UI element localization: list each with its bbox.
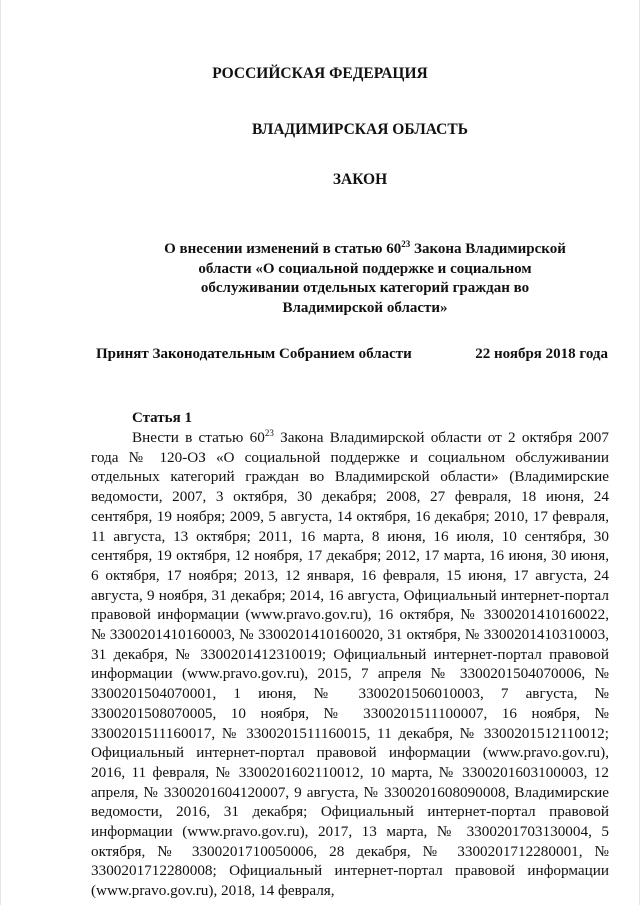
doc-type-heading: ЗАКОН [332, 171, 388, 188]
federation-heading: РОССИЙСКАЯ ФЕДЕРАЦИЯ [212, 65, 428, 82]
adoption-label: Принят Законодательным Собранием области [96, 346, 412, 362]
region-heading: ВЛАДИМИРСКАЯ ОБЛАСТЬ [252, 121, 468, 138]
article-1-superscript: 23 [264, 427, 274, 438]
article-1-text-post: Закона Владимирской области от 2 октября 2007 года № 120-ОЗ «О социальной поддержке и социальном обслуживании отдельных категорий граждан во Владимирской области» (Владимирские ведомости, 2007, 3 октября, 30 декабря; 2008, 27 февраля, 18 июня, 24 сентября, 19 ноября; 2009, 5 августа, 14 октября, 16 декабря; 2010, 17 февраля, 11 августа, 13 октября; 2011, 16 марта, 8 июня, 16 июля, 10 сентября, 30 сентября, 19 октября, 12 ноября, 17 декабря; 2012, 17 марта, 16 июня, 30 июня, 6 октября, 17 ноября; 2013, 12 января, 16 февраля, 15 июня, 17 августа, 24 августа, 9 ноября, 31 декабря; 2014, 16 августа, Официальный интернет-портал правовой информации (www.pravo.gov.ru), 16 октября, № 3300201410160022, № 3300201410160003, № 3300201410160020, 31 октября, № 3300201410310003, 31 декабря, № 3300201412310019; Официальный интернет-портал правовой информации (www.pravo.gov.ru), 2015, 7 апреля № 3300201504070006, № 3300201504070001, 1 июня, № 3300201506010003, 7 августа, № 3300201508070005, 10 ноября, № 3300201511100007, 16 ноября, № 3300201511160017, № 3300201511160015, 11 декабря, № 3300201512110012; Официальный интернет-портал правовой информации (www.pravo.gov.ru), 2016, 11 февраля, № 3300201602110012, 10 марта, № 3300201603100003, 12 апреля, № 3300201604120007, 9 августа, № 3300201608090008, Владимирские ведомости, 2016, 31 декабря; Официальный интернет-портал правовой информации (www.pravo.gov.ru), 2017, 13 марта, № 3300201703130004, 5 октября, № 3300201710050006, 28 декабря, № 3300201712280001, № 3300201712280008; Официальный интернет-портал правовой информации (www.pravo.gov.ru), 2018, 14 февраля, [91, 429, 609, 900]
law-title [160, 240, 570, 318]
article-1-body [91, 428, 609, 901]
adoption-date: 22 ноября 2018 года [475, 346, 608, 362]
article-1-text-pre: Внести в статью 60 [132, 429, 265, 446]
law-title-part2: Закона Владимирской области «О социальной поддержке и социальном обслуживании отдельных категорий граждан во Владимирской области» [198, 241, 566, 316]
law-title-superscript: 23 [401, 239, 411, 249]
page-edge-left [0, 0, 1, 905]
law-title-part1: О внесении изменений в статью 60 [164, 241, 402, 257]
adoption-line [96, 345, 608, 363]
article-1-heading: Статья 1 [132, 410, 192, 426]
